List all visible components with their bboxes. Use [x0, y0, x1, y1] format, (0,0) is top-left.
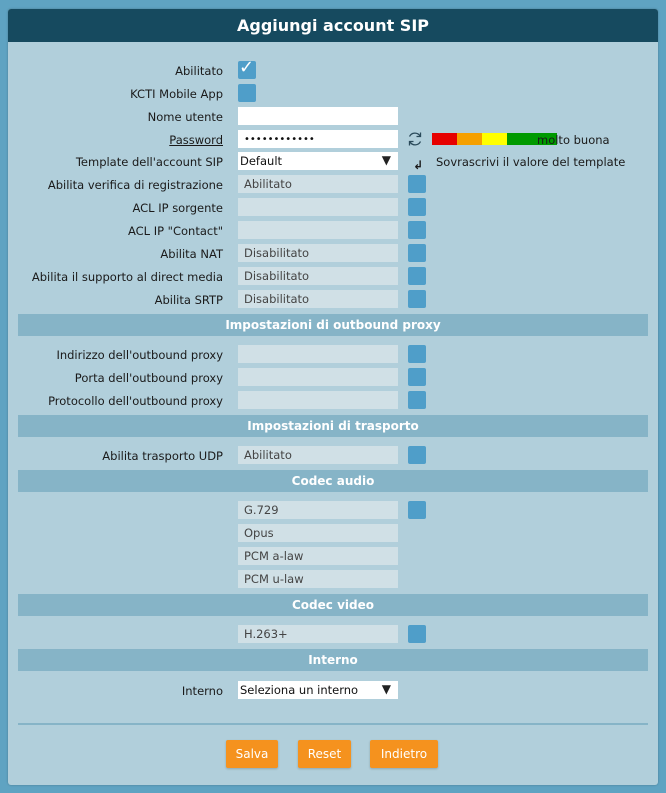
- strength-segment: [457, 133, 482, 145]
- add-sip-account-dialog: [8, 9, 658, 785]
- outbound-address-override-checkbox[interactable]: [408, 345, 426, 363]
- extension-section-header: Interno: [18, 649, 648, 671]
- reg-verify-label: Abilita verifica di registrazione: [47, 178, 223, 192]
- audio-codec-item: PCM a-law: [238, 547, 398, 565]
- reg-verify-field: Abilitato: [238, 175, 398, 193]
- back-button[interactable]: Indietro: [370, 740, 438, 768]
- outbound-port-override-checkbox[interactable]: [408, 368, 426, 386]
- nat-override-checkbox[interactable]: [408, 244, 426, 262]
- override-template-text: Sovrascrivi il valore del template: [436, 155, 626, 169]
- srtp-label: Abilita SRTP: [154, 293, 223, 307]
- template-select-value: Default: [240, 154, 283, 168]
- username-label: Nome utente: [147, 110, 223, 124]
- outbound-protocol-override-checkbox[interactable]: [408, 391, 426, 409]
- outbound-address-field: [238, 345, 398, 363]
- acl-contact-field: [238, 221, 398, 239]
- acl-source-label: ACL IP sorgente: [132, 201, 223, 215]
- audio-codec-override-checkbox[interactable]: [408, 501, 426, 519]
- enabled-label: Abilitato: [175, 64, 223, 78]
- reset-button[interactable]: Reset: [298, 740, 351, 768]
- video-codec-item: H.263+: [238, 625, 398, 643]
- srtp-field: Disabilitato: [238, 290, 398, 308]
- acl-contact-label: ACL IP "Contact": [127, 224, 223, 238]
- dropdown-arrow-icon: ▼: [381, 153, 391, 167]
- extension-label: Interno: [181, 684, 223, 698]
- acl-source-override-checkbox[interactable]: [408, 198, 426, 216]
- nat-label: Abilita NAT: [160, 247, 223, 261]
- checkmark-icon: ✓: [239, 57, 255, 78]
- refresh-icon[interactable]: [406, 130, 424, 148]
- strength-segment: [432, 133, 457, 145]
- direct-media-label: Abilita il supporto al direct media: [31, 270, 223, 284]
- transport-section-header: Impostazioni di trasporto: [18, 415, 648, 437]
- audio-codec-section-header: Codec audio: [18, 470, 648, 492]
- outbound-protocol-field: [238, 391, 398, 409]
- direct-media-override-checkbox[interactable]: [408, 267, 426, 285]
- outbound-port-label: Porta dell'outbound proxy: [74, 371, 223, 385]
- acl-contact-override-checkbox[interactable]: [408, 221, 426, 239]
- save-button[interactable]: Salva: [226, 740, 278, 768]
- password-input[interactable]: ••••••••••••: [238, 130, 398, 148]
- override-arrow-icon: ↲: [413, 158, 424, 172]
- password-label[interactable]: Password: [169, 133, 223, 147]
- audio-codec-item: Opus: [238, 524, 398, 542]
- audio-codec-item: PCM u-law: [238, 570, 398, 588]
- video-codec-override-checkbox[interactable]: [408, 625, 426, 643]
- nat-field: Disabilitato: [238, 244, 398, 262]
- password-strength-text: molto buona: [537, 133, 610, 147]
- strength-segment: [507, 133, 532, 145]
- udp-transport-override-checkbox[interactable]: [408, 446, 426, 464]
- outbound-address-label: Indirizzo dell'outbound proxy: [56, 348, 223, 362]
- udp-transport-field: Abilitato: [238, 446, 398, 464]
- outbound-proxy-section-header: Impostazioni di outbound proxy: [18, 314, 648, 336]
- username-input[interactable]: [238, 107, 398, 125]
- enabled-checkbox[interactable]: [238, 57, 256, 79]
- srtp-override-checkbox[interactable]: [408, 290, 426, 308]
- udp-transport-label: Abilita trasporto UDP: [102, 449, 223, 463]
- dialog-title: Aggiungi account SIP: [8, 9, 658, 42]
- acl-source-field: [238, 198, 398, 216]
- template-select[interactable]: [238, 152, 398, 170]
- dropdown-arrow-icon: ▼: [381, 682, 391, 696]
- audio-codec-item: G.729: [238, 501, 398, 519]
- reg-verify-override-checkbox[interactable]: [408, 175, 426, 193]
- extension-select-value: Seleziona un interno: [240, 683, 359, 697]
- video-codec-section-header: Codec video: [18, 594, 648, 616]
- footer-divider: [18, 723, 648, 725]
- outbound-port-field: [238, 368, 398, 386]
- direct-media-field: Disabilitato: [238, 267, 398, 285]
- mobile-app-label: KCTI Mobile App: [130, 87, 223, 101]
- template-label: Template dell'account SIP: [75, 155, 223, 169]
- mobile-app-checkbox[interactable]: [238, 84, 256, 102]
- strength-segment: [482, 133, 507, 145]
- outbound-protocol-label: Protocollo dell'outbound proxy: [48, 394, 223, 408]
- extension-select[interactable]: [238, 681, 398, 699]
